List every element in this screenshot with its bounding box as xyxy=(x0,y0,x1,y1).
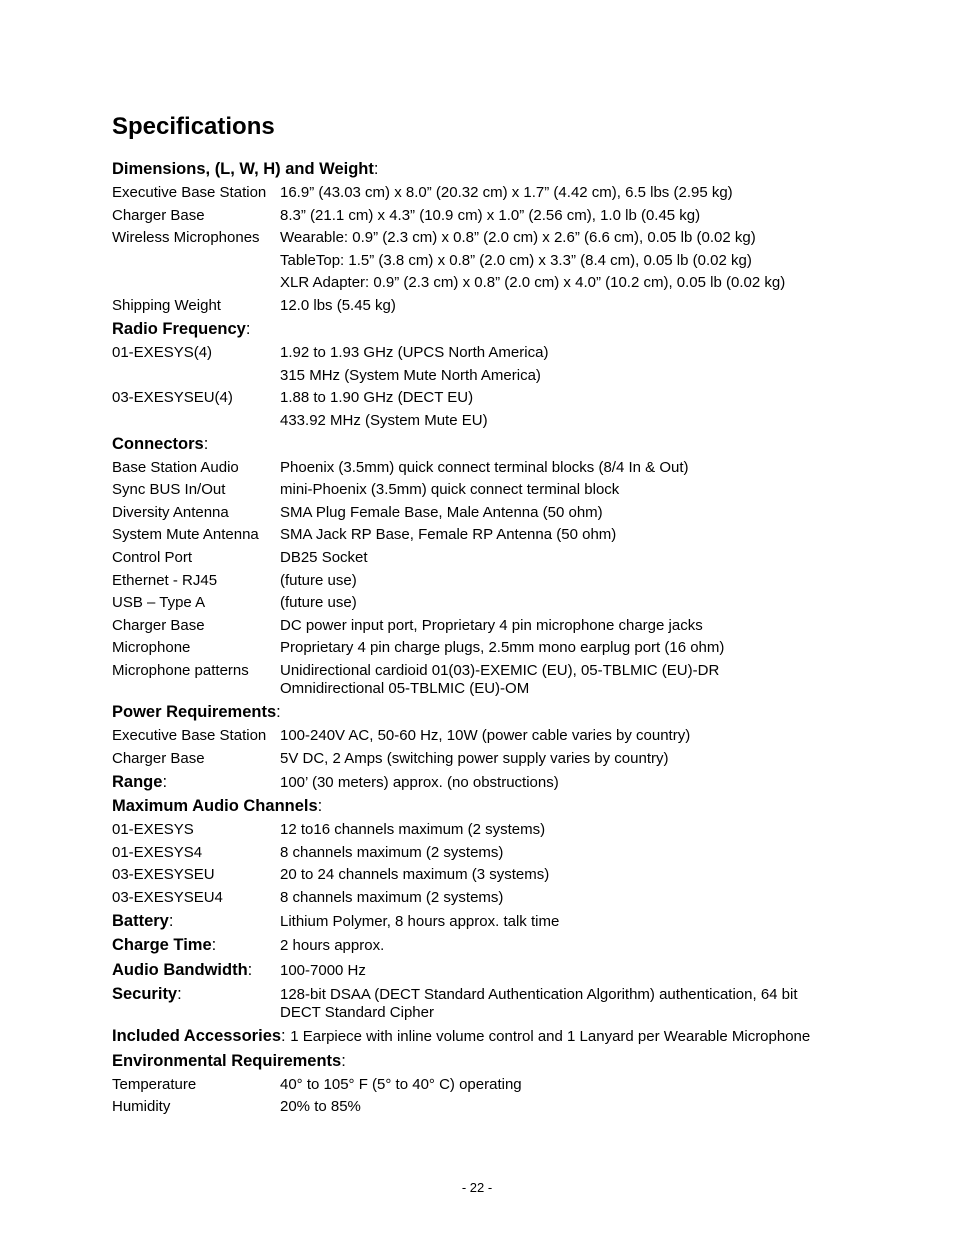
page-title: Specifications xyxy=(112,113,275,140)
bandwidth-heading: Audio Bandwidth: xyxy=(112,961,253,979)
page-number: - 22 - xyxy=(461,1180,493,1195)
range-value: 100’ (30 meters) approx. (no obstructions) xyxy=(280,774,559,791)
dimensions-heading: Dimensions, (L, W, H) and Weight: xyxy=(112,160,379,178)
security-value: 128-bit DSAA (DECT Standard Authentication Algorithm) authentication, 64 bit DECT Standard Cipher xyxy=(280,986,798,1021)
connectors-heading: Connectors: xyxy=(112,435,209,453)
range-heading: Range: xyxy=(112,773,168,791)
channels-heading: Maximum Audio Channels: xyxy=(112,797,323,815)
radio-heading: Radio Frequency: xyxy=(112,320,251,338)
charge-time-heading: Charge Time: xyxy=(112,936,217,954)
accessories-line: Included Accessories: 1 Earpiece with inline volume control and 1 Lanyard per Wearable Microphone xyxy=(112,1027,811,1045)
charge-time-value: 2 hours approx. xyxy=(280,937,385,954)
bandwidth-value: 100-7000 Hz xyxy=(280,962,366,979)
battery-heading: Battery: xyxy=(112,912,174,930)
power-heading: Power Requirements: xyxy=(112,703,281,721)
battery-value: Lithium Polymer, 8 hours approx. talk time xyxy=(280,913,560,930)
security-heading: Security: xyxy=(112,985,182,1003)
environment-heading: Environmental Requirements: xyxy=(112,1052,346,1070)
